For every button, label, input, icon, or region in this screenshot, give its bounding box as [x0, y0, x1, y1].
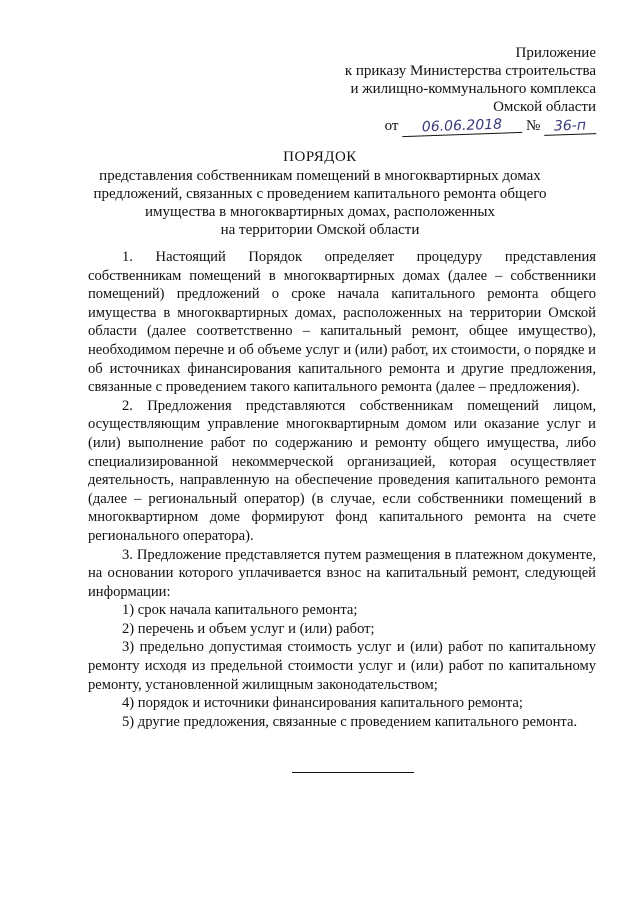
list-item: 5) другие предложения, связанные с проведением капитального ремонта.: [122, 713, 578, 730]
appendix-line-2: к приказу Министерства строительства: [344, 63, 596, 79]
paragraph-3: 3. Предложение представляется путем размещения в платежном документе, на основании которого уплачивается взнос на капитальный ремонт, следующей информации:: [88, 546, 596, 600]
title-block: [70, 148, 570, 239]
handwritten-number: 36-п: [544, 117, 597, 136]
appendix-line-3: и жилищно-коммунального комплекса: [350, 81, 596, 97]
handwritten-date: 06.06.2018: [402, 116, 523, 137]
appendix-block: [296, 44, 596, 135]
title-line-2: предложений, связанных с проведением капитального ремонта общего: [93, 186, 547, 202]
appendix-line-4: Омской области: [493, 99, 596, 115]
document-heading: ПОРЯДОК: [283, 149, 357, 165]
title-line-4: на территории Омской области: [220, 222, 420, 238]
number-label: №: [525, 118, 541, 134]
from-label: от: [384, 118, 399, 134]
list-item: 2) перечень и объем услуг и (или) работ;: [122, 620, 375, 637]
appendix-line-1: Приложение: [515, 45, 596, 61]
list-item: 4) порядок и источники финансирования капитального ремонта;: [122, 695, 523, 712]
title-line-1: представления собственникам помещений в многоквартирных домах: [99, 168, 541, 184]
paragraph-2: 2. Предложения представляются собственникам помещений лицом, осуществляющим управление многоквартирным домом или оказание услуг и (или) выполнение работ по содержанию и ремонту общего имущества, либо специализированной некоммерческой организацией, которая осуществляет деятельность, направленную на обеспечение проведения капитального ремонта (далее – региональный оператор) (в случае, если собственники помещений в многоквартирном доме формируют фонд капитального ремонта на счете регионального оператора).: [88, 397, 596, 544]
list-item: 3) предельно допустимая стоимость услуг и (или) работ по капитальному ремонту исходя из предельной стоимости услуг и (или) работ по капитальному ремонту, установленной жилищным законодательством;: [88, 639, 596, 693]
closing-divider: [292, 772, 414, 773]
title-line-3: имущества в многоквартирных домах, расположенных: [145, 204, 495, 220]
list-item: 1) срок начала капитального ремонта;: [122, 602, 358, 619]
paragraph-1: 1. Настоящий Порядок определяет процедуру представления собственникам помещений в многоквартирных домах (далее – собственники помещений) предложений о сроке начала капитального ремонта общего имущества в многоквартирных домах, расположенных на территории Омской области (далее соответственно – капитальный ремонт, общее имущество), необходимом перечне и об объеме услуг и (или) работ, их стоимости, о порядке и об источниках финансирования капитального ремонта и другие предложения, связанные с проведением такого капитального ремонта (далее – предложения).: [88, 249, 596, 396]
order-reference: [296, 117, 596, 135]
document-body: [88, 248, 596, 731]
